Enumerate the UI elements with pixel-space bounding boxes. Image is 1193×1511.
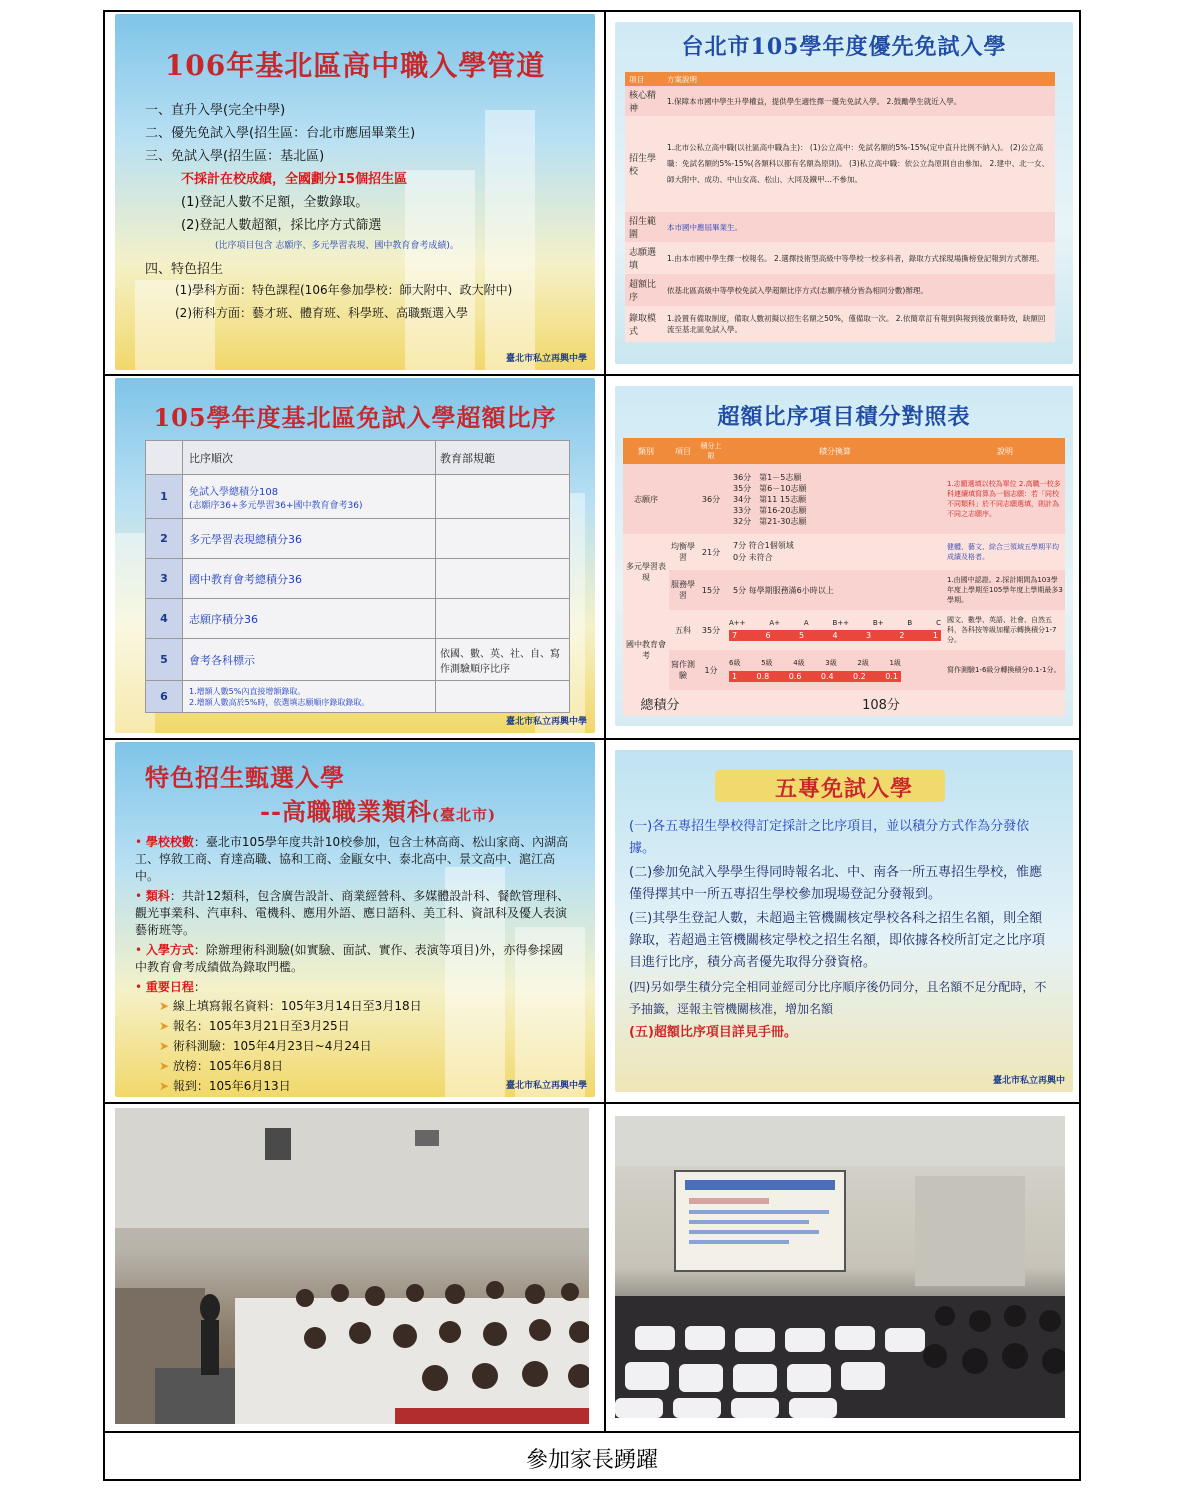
level-score: 0.6 (788, 672, 802, 681)
note-cell: 國文、數學、英語、社會、自然五科，各科按等級加權示轉換積分1-7分。 (947, 616, 1057, 644)
max-cell: 15分 (701, 585, 721, 595)
grade-score: 6 (765, 631, 771, 640)
item-cell: 寫作測驗 (671, 660, 695, 680)
list-item: 二、優先免試入學(招生區：台北市應屆畢業生) (145, 126, 416, 141)
list-item: (比序項目包含 志願序、多元學習表現、國中教育會考成績)。 (215, 241, 459, 251)
grade-score: 5 (798, 631, 805, 640)
bullet-key: 重要日程 (145, 980, 194, 994)
level-score: 1 (732, 672, 738, 681)
row-key: 核心精神 (629, 91, 657, 114)
level-label: 1級 (889, 659, 901, 667)
rank-number: 5 (146, 639, 183, 681)
item-cell: 五科 (675, 625, 691, 635)
conversion-line: 34分 第11 15志願 (733, 494, 807, 504)
rank-number: 6 (146, 681, 183, 713)
points-table (623, 438, 1065, 716)
total-label: 總積分 (640, 697, 680, 713)
grade-label: B (907, 619, 913, 627)
column-divider (604, 12, 606, 1432)
rule-cell (436, 519, 570, 559)
note-cell: 1.志願選填以校為單位 2.高職一校多科連續填寫算為一個志願：若「同校不同類科」於不同志願選填，則計為不同之志願序。 (947, 480, 1061, 518)
header-cell: 積分換算 (819, 446, 851, 456)
conversion-line: 7分 符合1個領域 (733, 541, 794, 550)
item-cell: 服務學習 (671, 580, 695, 600)
list-item: 三、免試入學(招生區：基北區) (145, 149, 325, 164)
list-item: (1)學科方面：特色課程(106年參加學校：師大附中、政大附中) (175, 283, 513, 297)
list-item: (2)術科方面：藝才班、體育班、科學班、高職甄選入學 (175, 306, 469, 320)
category-cell: 國中教育會考 (626, 640, 666, 660)
conversion-line: 35分 第6－10志願 (733, 483, 807, 493)
school-logo: 臺北市私立再興中 (992, 1076, 1065, 1086)
bullet-text: ：共計12類科，包含廣告設計、商業經營科、多媒體設計科、餐飲管理科、觀光事業科、汽車科、電機科、應用外語、應日語科、美工科、資訊科及優人表演藝術班等。 (135, 889, 570, 937)
slide-five-year-college (615, 750, 1073, 1092)
bullet-key: 類科 (145, 889, 170, 903)
row-key: 超額比序 (629, 280, 657, 303)
row-key: 招生學校 (629, 154, 657, 177)
max-cell: 21分 (701, 547, 721, 557)
header-cell: 類別 (638, 446, 654, 456)
rule-cell (436, 475, 570, 519)
list-item: (1)登記人數不足額，全數錄取。 (181, 195, 369, 210)
ranking-table (145, 440, 570, 713)
slide-title: 台北市105學年度優先免試入學 (681, 34, 1007, 60)
date-item: ➤ 術科測驗：105年4月23日~4月24日 (159, 1039, 372, 1053)
date-item: ➤ 報名：105年3月21日至3月25日 (159, 1019, 350, 1033)
row-divider (105, 1102, 1079, 1104)
priority-table (625, 72, 1055, 342)
slide-special-admission: 特色招生甄選入學 --高職職業類科(臺北市) • 學校校數：臺北市105學年度共計10校參加，包含士林高商、松山家商、內湖高工、惇敘工商、育達高職、協和工商、金甌女中、泰北高中、景文高中、滬江高中。 • 類科：共計12類科，包含廣告設計、商業經營科、多媒體設計科、餐飲管理科、觀光事業科、汽車科、電機科、應用外語、應日語科、美工科、資訊科及優人表演藝術班等。 • 入學方式：除辦理術科測驗(如實驗、面試、實作、表演等項目)外，亦得參採國中教育會考成績做為錄取門檻。 • 重要日程： ➤ 線上填寫報名資料：105年3月14日至3月18日 ➤ 報名：105年3月21日至3月25日 ➤ 術科測驗：105年4月23日~4月24日 ➤ 放榜：105年6月8日 ➤ 報到：105年6月13日 臺北市私立再興中學 (115, 742, 595, 1097)
note-cell: 1.由國中認證。2.採計期間為103學年度上學期至105學年度上學期最多3學期。 (947, 576, 1063, 604)
rank-number: 2 (146, 519, 183, 559)
grade-score: 4 (832, 631, 838, 640)
row-divider (105, 738, 1079, 740)
photo-seminar-audience-left (115, 1108, 589, 1424)
level-score: 0.8 (756, 672, 770, 681)
rule-cell (436, 559, 570, 599)
slide-title: 特色招生甄選入學 (145, 763, 345, 792)
slide-subtitle: --高職職業類科 (260, 797, 432, 826)
photo-seminar-audience-right (615, 1116, 1065, 1418)
header-cell: 說明 (997, 446, 1013, 456)
rank-text: 國中教育會考總積分36 (183, 559, 436, 599)
list-item: 一、直升入學(完全中學) (145, 103, 286, 118)
rank-number: 3 (146, 559, 183, 599)
row-value: 1.由本市國中學生擇一校報名。 2.選擇技術型高級中等學校一校多科者，錄取方式採現場撕榜登記報到方式辦理。 (667, 253, 1044, 263)
level-score: 0.2 (853, 672, 866, 681)
rank-subtext: (志願序36+多元學習36+國中教育會考36) (189, 500, 363, 511)
document-grid (103, 10, 1081, 1481)
rank-text: 免試入學總積分108 (189, 486, 279, 498)
grade-score: 7 (732, 631, 738, 640)
bullet-key: 學校校數 (145, 835, 194, 849)
bullet-text: ：臺北市105學年度共計10校參加，包含士林高商、松山家商、內湖高工、惇敘工商、育達高職、協和工商、金甌女中、泰北高中、景文高中、滬江高中。 (135, 835, 569, 883)
list-item: (三)其學生登記人數，未超過主管機關核定學校各科之招生名額，則全額錄取，若超過主管機關核定學校之招生名額，即依據各校所訂定之比序項目進行比序，積分高者優先取得分發資格。 (629, 911, 1046, 970)
school-logo: 臺北市私立再興中學 (505, 717, 587, 727)
school-logo: 臺北市私立再興中學 (505, 354, 587, 364)
grade-label: C (936, 619, 941, 627)
category-cell: 志願序 (634, 494, 658, 504)
max-cell: 36分 (701, 494, 721, 504)
level-score: 0.1 (885, 672, 898, 681)
rank-text: 多元學習表現總積分36 (183, 519, 436, 559)
level-label: 4級 (793, 659, 805, 667)
category-cell: 多元學習表現 (626, 562, 666, 582)
max-cell: 35分 (701, 625, 721, 635)
level-score: 0.4 (820, 672, 834, 681)
grade-label: A++ (729, 619, 746, 627)
row-divider (105, 1431, 1079, 1433)
grade-score: 2 (899, 631, 905, 640)
header-cell: 教育部規範 (436, 441, 570, 475)
row-key: 錄取模式 (629, 314, 657, 337)
rank-text: 志願序積分36 (183, 599, 436, 639)
slide-priority-admission (615, 22, 1073, 364)
header-cell: 積分上限 (700, 442, 722, 460)
grade-label: A (803, 619, 809, 627)
rank-text: 1.增額人數5%內直接增額錄取。 (189, 686, 306, 696)
row-value: 1.北市公私立高中職(以社區高中職為主)： (1)公立高中：免試名額的5%-15%(定中直升比例不納入)。 (2)公立高職：免試名額的5%-15%(各類科以都有名額為原則)。 (3)私立高中職：依公立為原則自由參加。 2.建中、北一女、師大附中、成功、中山女高、松山、大同及鐵甲…不參加。 (667, 143, 1050, 184)
row-value: 1.保障本市國中學生升學權益，提供學生適性擇一優先免試入學。 2.鼓勵學生就近入學。 (667, 96, 962, 106)
header-cell: 方案說明 (667, 74, 697, 84)
row-key: 志願選填 (629, 248, 657, 271)
grade-score: 1 (932, 631, 938, 640)
list-item: 四、特色招生 (145, 262, 224, 277)
date-item: ➤ 線上填寫報名資料：105年3月14日至3月18日 (159, 999, 422, 1013)
conversion-line: 33分 第16-20志願 (733, 505, 807, 515)
conversion-line: 32分 第21-30志願 (733, 516, 807, 526)
rank-subtext: 2.增額人數高於5%時，依選填志願順序錄取錄取。 (189, 697, 370, 707)
rank-number: 4 (146, 599, 183, 639)
row-divider (105, 374, 1079, 376)
bullet-key: 入學方式 (145, 943, 194, 957)
header-cell: 比序順次 (183, 441, 436, 475)
conversion-line: 5分 每學期服務滿6小時以上 (733, 585, 834, 595)
note-cell: 寫作測驗1-6級分轉換積分0.1-1分。 (947, 666, 1061, 674)
rule-cell (436, 599, 570, 639)
list-item: (一)各五專招生學校得訂定採計之比序項目，並以積分方式作為分發依據。 (629, 819, 1030, 856)
conversion-line: 36分 第1－5志願 (733, 472, 802, 482)
slide-title: 106年基北區高中職入學管道 (164, 49, 546, 82)
slide-admission-channels (115, 14, 595, 370)
date-item: ➤ 報到：105年6月13日 (159, 1079, 291, 1093)
level-label: 5級 (761, 659, 773, 667)
total-value: 108分 (862, 697, 900, 713)
grade-label: A+ (769, 619, 781, 627)
rank-text: 會考各科標示 (183, 639, 436, 681)
grade-score: 3 (865, 631, 872, 640)
header-cell (146, 441, 183, 475)
grade-label: B+ (872, 619, 884, 627)
date-item: ➤ 放榜：105年6月8日 (159, 1059, 284, 1073)
row-value: 依基北區高級中等學校免試入學超額比序方式(志願序積分皆為相同分數)辦理。 (667, 285, 928, 295)
grade-label: B++ (832, 619, 850, 627)
slide-title: 五專免試入學 (774, 776, 913, 802)
level-label: 2級 (857, 659, 869, 667)
conversion-line: 0分 未符合 (733, 553, 773, 562)
level-label: 6級 (729, 659, 741, 667)
school-logo: 臺北市私立再興中學 (505, 1081, 587, 1091)
max-cell: 1分 (704, 665, 718, 675)
level-label: 3級 (825, 659, 837, 667)
bullet-text: ：除辦理術科測驗(如實驗、面試、實作、表演等項目)外，亦得參採國中教育會考成績做為錄取門檻。 (135, 943, 564, 974)
list-item: (四)另如學生積分完全相同並經司分比序順序後仍同分，且名額不足分配時，不予抽籤，逕報主管機關核准，增加名額 (629, 980, 1047, 1016)
header-cell: 項目 (675, 446, 691, 456)
list-item: (五)超額比序項目詳見手冊。 (629, 1025, 797, 1040)
row-value: 本市國中應屆畢業生。 (667, 222, 742, 232)
header-cell: 項目 (629, 74, 644, 84)
photo-caption: 參加家長踴躍 (525, 1448, 658, 1473)
item-cell: 均衡學習 (671, 542, 695, 562)
list-item: (二)參加免試入學學生得同時報名北、中、南各一所五專招生學校，惟應僅得擇其中一所五專招生學校參加現場登記分發報到。 (629, 865, 1043, 902)
slide-title: 超額比序項目積分對照表 (717, 404, 971, 430)
rank-number: 1 (146, 475, 183, 519)
note-cell: 健體、藝文、綜合三領域五學期平均成績及格者。 (947, 543, 1059, 561)
rule-cell (436, 681, 570, 713)
list-item: 不採計在校成績，全國劃分15個招生區 (181, 172, 408, 187)
list-item: (2)登記人數超額，採比序方式篩選 (181, 218, 382, 233)
slide-points-table (615, 386, 1073, 726)
slide-overflow-ranking (115, 378, 595, 733)
row-value: 1.設置有備取制度，備取人數初擬以招生名額之50%，僅備取一次。 2.依簡章訂有報到與報到後放棄時效，缺額回流至基北區免試入學。 (667, 314, 1046, 334)
rule-cell: 依國、數、英、社、自、寫作測驗順序比序 (436, 639, 570, 681)
slide-subtitle-region: (臺北市) (431, 806, 497, 824)
slide-title: 105學年度基北區免試入學超額比序 (153, 403, 557, 432)
row-key: 招生範圍 (629, 217, 657, 240)
